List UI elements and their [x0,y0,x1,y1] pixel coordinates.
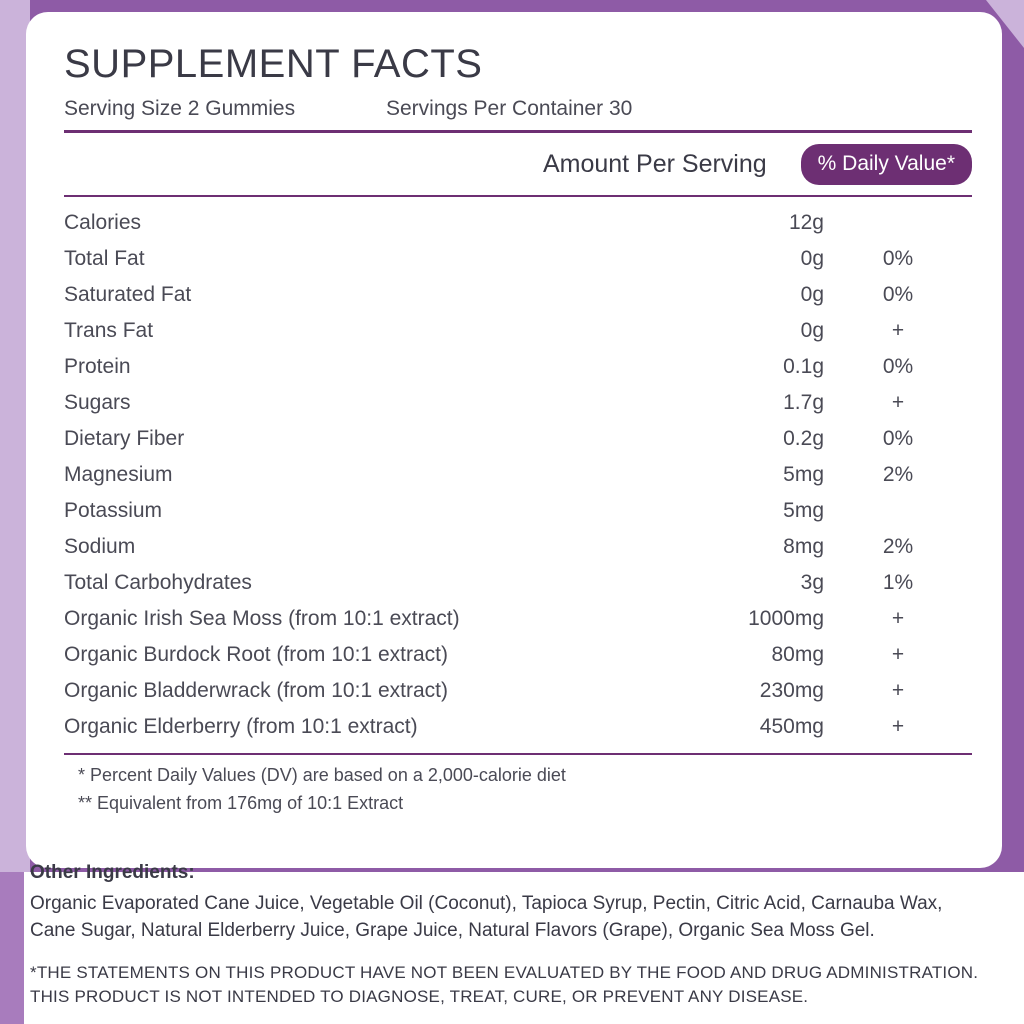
table-row [64,385,972,421]
nutrient-dv [824,205,972,241]
nutrient-amount: 0g [800,247,824,270]
nutrient-dv: + [891,391,905,414]
footnote-equivalent: ** Equivalent from 176mg of 10:1 Extract [78,793,404,813]
table-row [64,205,972,241]
footnote-daily-value: * Percent Daily Values (DV) are based on a 2,000-calorie diet [78,765,566,785]
nutrient-amount: 8mg [783,535,824,558]
supplement-facts-card [26,12,1002,868]
nutrient-name: Magnesium [64,463,173,486]
supplement-facts-inner [64,42,974,821]
nutrition-table-body [64,205,972,745]
daily-value-badge: % Daily Value* [801,144,972,185]
nutrient-amount: 3g [800,571,824,594]
other-ingredients-body: Organic Evaporated Cane Juice, Vegetable Oil (Coconut), Tapioca Syrup, Pectin, Citric Acid, Carnauba Wax, Cane Sugar, Natural Elderberry Juice, Grape Juice, Natural Flavors (Grape), Organic Sea Moss Gel. [30,892,943,941]
nutrient-dv: + [891,319,905,342]
nutrient-name: Saturated Fat [64,283,192,306]
nutrient-dv: 0% [882,283,914,306]
amount-per-serving-header: Amount Per Serving [542,149,767,178]
nutrient-name: Total Fat [64,247,145,270]
nutrient-name: Organic Bladderwrack (from 10:1 extract) [64,679,448,702]
nutrient-name: Potassium [64,499,163,522]
fda-disclaimer-line2: THIS PRODUCT IS NOT INTENDED TO DIAGNOSE, TREAT, CURE, OR PREVENT ANY DISEASE. [30,987,809,1007]
other-ingredients-section [30,862,1010,1010]
nutrient-dv: 0% [882,247,914,270]
nutrient-name: Calories [64,211,142,234]
nutrient-name: Total Carbohydrates [64,571,252,594]
nutrient-amount: 0.2g [783,427,824,450]
table-row [64,457,972,493]
nutrient-amount: 0.1g [783,355,824,378]
nutrient-name: Sugars [64,391,131,414]
table-row [64,241,972,277]
nutrient-dv: 0% [882,355,914,378]
nutrient-dv: + [891,607,905,630]
nutrient-dv: 0% [882,427,914,450]
background-corner-bottom-left [0,872,24,1024]
nutrient-amount: 1000mg [748,607,824,630]
table-row [64,673,972,709]
nutrient-amount: 5mg [783,499,824,522]
nutrient-name: Sodium [64,535,136,558]
nutrition-table [64,205,972,745]
nutrient-dv: 2% [882,463,914,486]
fda-disclaimer-line1: *THE STATEMENTS ON THIS PRODUCT HAVE NOT BEEN EVALUATED BY THE FOOD AND DRUG ADMINISTRATION. [30,962,979,982]
nutrient-amount: 0g [800,319,824,342]
nutrient-dv: + [891,643,905,666]
nutrient-amount: 450mg [759,715,824,738]
table-row [64,313,972,349]
table-row [64,709,972,745]
nutrient-name: Organic Elderberry (from 10:1 extract) [64,715,418,738]
nutrient-name: Protein [64,355,131,378]
nutrient-amount: 80mg [771,643,824,666]
table-header [64,133,972,195]
nutrient-amount: 230mg [759,679,824,702]
serving-size-label: Serving Size 2 Gummies [64,97,296,120]
table-row [64,349,972,385]
table-row [64,601,972,637]
nutrient-name: Organic Irish Sea Moss (from 10:1 extract) [64,607,460,630]
nutrient-dv: + [891,715,905,738]
table-row [64,529,972,565]
nutrient-name: Organic Burdock Root (from 10:1 extract) [64,643,448,666]
nutrient-amount: 12g [788,211,824,234]
page-title: SUPPLEMENT FACTS [64,42,483,86]
table-row [64,277,972,313]
nutrient-amount: 5mg [783,463,824,486]
nutrient-amount: 0g [800,283,824,306]
nutrient-dv: 1% [882,571,914,594]
nutrient-dv [824,493,972,529]
nutrient-amount: 1.7g [783,391,824,414]
divider-bottom [64,753,972,755]
table-row [64,565,972,601]
nutrient-name: Trans Fat [64,319,154,342]
serving-info [64,97,974,121]
nutrient-dv: 2% [882,535,914,558]
nutrient-dv: + [891,679,905,702]
table-row [64,637,972,673]
servings-per-container-label: Servings Per Container 30 [386,97,633,120]
nutrient-name: Dietary Fiber [64,427,185,450]
table-row [64,493,972,529]
other-ingredients-title: Other Ingredients: [30,861,195,883]
table-row [64,421,972,457]
divider-header [64,195,972,197]
fda-disclaimer [30,961,990,1010]
